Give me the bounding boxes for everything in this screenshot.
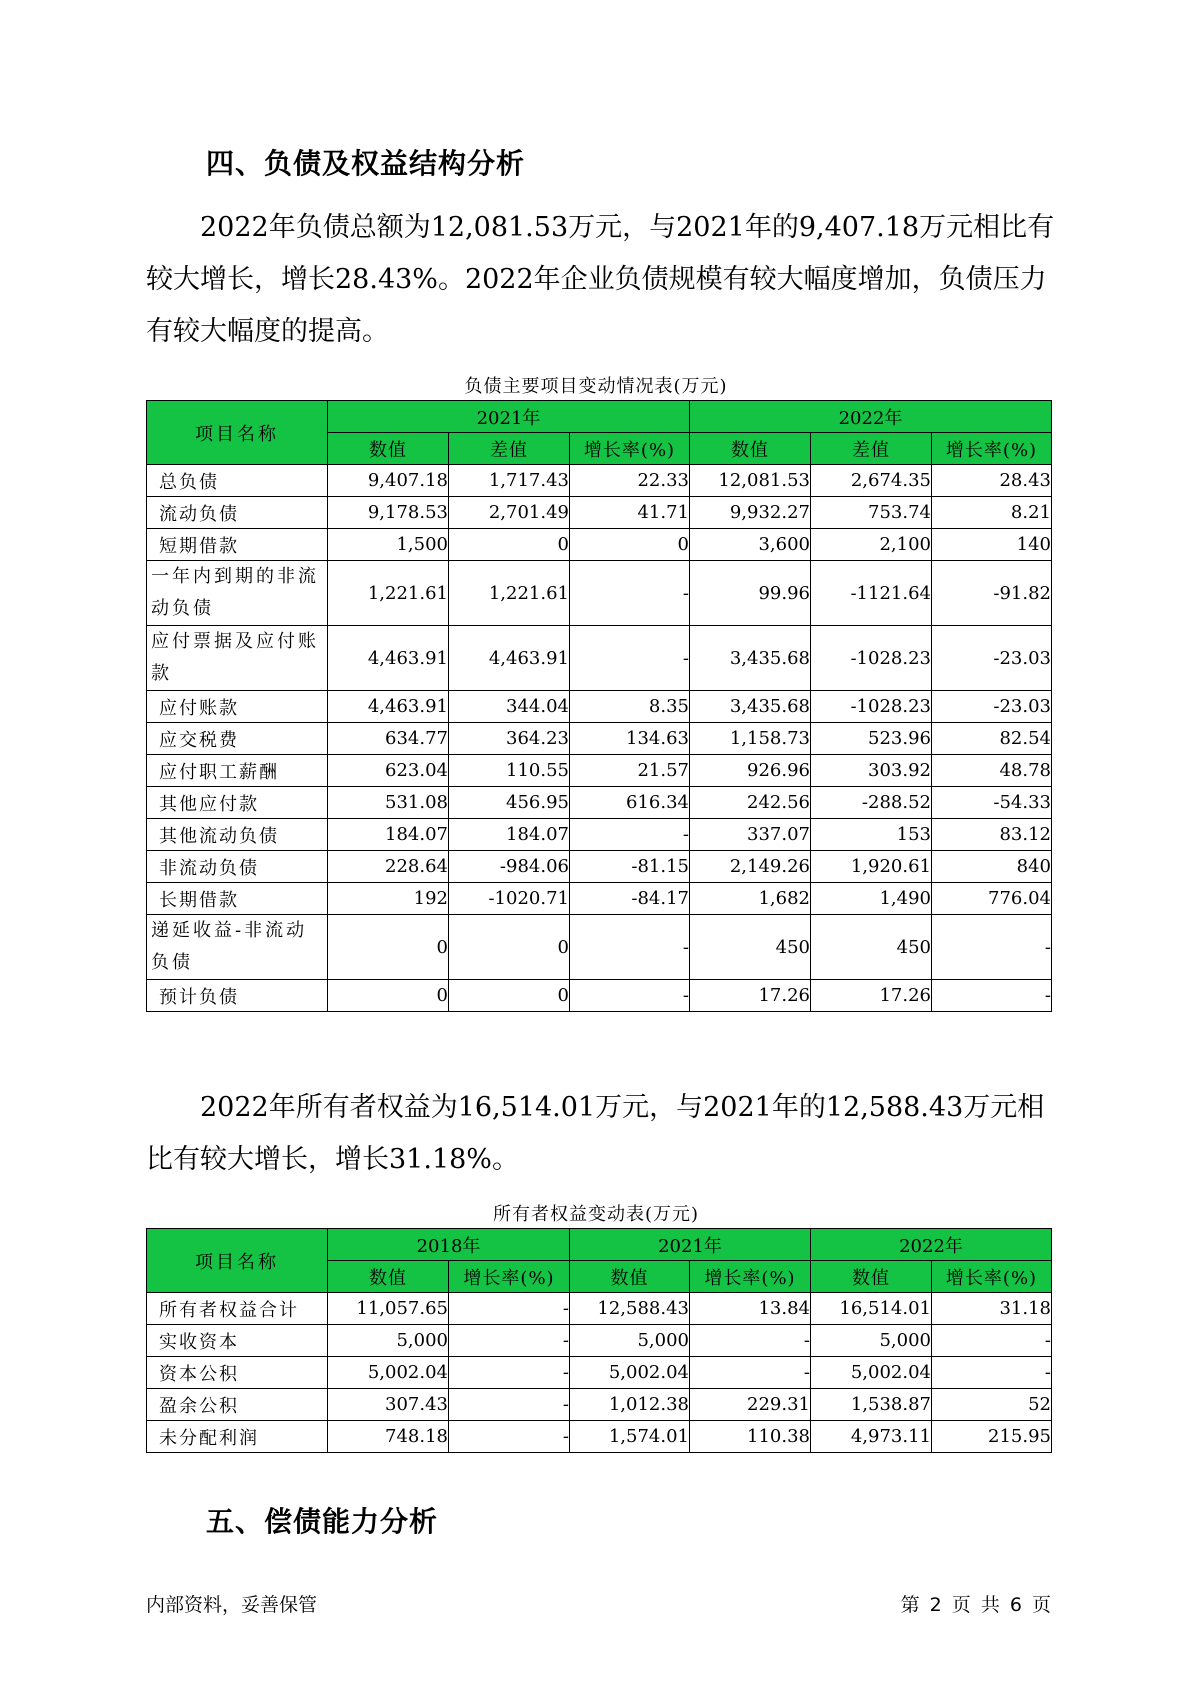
row-label: 应付账款 (147, 691, 328, 723)
equity-summary-text: 2022年所有者权益为16,514.01万元，与2021年的12,588.43万元相比有较大增长，增长31.18%。 (146, 1092, 1045, 1175)
table-row (147, 561, 1052, 626)
cell-v2: 1,574.01 (570, 1421, 690, 1453)
cell-d1: 110.55 (449, 755, 570, 787)
col-value-header: 数值 (328, 433, 449, 465)
table-row (147, 980, 1052, 1012)
cell-v1: 192 (328, 883, 449, 915)
table-row (147, 915, 1052, 980)
cell-v3: 1,538.87 (811, 1389, 932, 1421)
col-rate-header: 增长率(%) (932, 433, 1052, 465)
table-row (147, 497, 1052, 529)
cell-d2: 153 (811, 819, 932, 851)
table-row (147, 1325, 1052, 1357)
cell-v1: 623.04 (328, 755, 449, 787)
cell-r1: - (449, 1389, 570, 1421)
cell-v2: 5,002.04 (570, 1357, 690, 1389)
cell-r2: 13.84 (690, 1293, 811, 1325)
cell-r2: 840 (932, 851, 1052, 883)
col-value-header: 数值 (328, 1261, 449, 1293)
cell-r3: 215.95 (932, 1421, 1052, 1453)
col-rate-header: 增长率(%) (570, 433, 690, 465)
row-label: 流动负债 (147, 497, 328, 529)
equity-year-2021-header: 2021年 (570, 1229, 811, 1261)
cell-r2: - (690, 1357, 811, 1389)
cell-v1: 634.77 (328, 723, 449, 755)
row-label: 其他应付款 (147, 787, 328, 819)
cell-r2: -23.03 (932, 691, 1052, 723)
cell-d2: 1,490 (811, 883, 932, 915)
liability-name-header: 项目名称 (147, 401, 328, 465)
cell-v2: 2,149.26 (690, 851, 811, 883)
cell-d2: 303.92 (811, 755, 932, 787)
cell-r1: -81.15 (570, 851, 690, 883)
row-label: 盈余公积 (147, 1389, 328, 1421)
cell-r1: - (570, 980, 690, 1012)
liability-year-2021-header: 2021年 (328, 401, 690, 433)
cell-d1: 364.23 (449, 723, 570, 755)
cell-d1: 0 (449, 529, 570, 561)
cell-r1: 616.34 (570, 787, 690, 819)
cell-r1: 41.71 (570, 497, 690, 529)
cell-r2: 82.54 (932, 723, 1052, 755)
cell-r2: 48.78 (932, 755, 1052, 787)
cell-r3: 31.18 (932, 1293, 1052, 1325)
row-label: 未分配利润 (147, 1421, 328, 1453)
liability-summary-paragraph (146, 202, 1066, 358)
col-value-header: 数值 (570, 1261, 690, 1293)
cell-v2: 9,932.27 (690, 497, 811, 529)
cell-d2: -288.52 (811, 787, 932, 819)
table-row (147, 755, 1052, 787)
section-4-title: 四、负债及权益结构分析 (206, 147, 526, 180)
cell-v1: 11,057.65 (328, 1293, 449, 1325)
cell-v1: 184.07 (328, 819, 449, 851)
row-label: 其他流动负债 (147, 819, 328, 851)
table-row (147, 465, 1052, 497)
cell-r2: 83.12 (932, 819, 1052, 851)
liability-year-2022-header: 2022年 (690, 401, 1052, 433)
cell-v1: 4,463.91 (328, 626, 449, 691)
equity-table (146, 1228, 1052, 1453)
cell-d1: 1,717.43 (449, 465, 570, 497)
row-label: 预计负债 (147, 980, 328, 1012)
liability-table (146, 400, 1052, 1012)
cell-v2: 3,600 (690, 529, 811, 561)
cell-d2: 1,920.61 (811, 851, 932, 883)
row-label: 非流动负债 (147, 851, 328, 883)
cell-d1: 0 (449, 980, 570, 1012)
cell-d2: 753.74 (811, 497, 932, 529)
cell-r2: 229.31 (690, 1389, 811, 1421)
cell-r2: 8.21 (932, 497, 1052, 529)
col-rate-header: 增长率(%) (449, 1261, 570, 1293)
cell-d1: 456.95 (449, 787, 570, 819)
equity-name-header: 项目名称 (147, 1229, 328, 1293)
table-row (147, 883, 1052, 915)
row-label: 应交税费 (147, 723, 328, 755)
footer-page-number: 第 2 页 共 6 页 (900, 1594, 1051, 1616)
cell-r2: 776.04 (932, 883, 1052, 915)
cell-r1: -84.17 (570, 883, 690, 915)
cell-r1: - (449, 1421, 570, 1453)
cell-d2: 523.96 (811, 723, 932, 755)
cell-v2: 450 (690, 915, 811, 980)
cell-d2: -1121.64 (811, 561, 932, 626)
cell-r1: 8.35 (570, 691, 690, 723)
cell-v1: 1,221.61 (328, 561, 449, 626)
table-row (147, 1421, 1052, 1453)
cell-r1: - (570, 626, 690, 691)
cell-r1: 22.33 (570, 465, 690, 497)
cell-v1: 0 (328, 980, 449, 1012)
equity-summary-paragraph (146, 1082, 1066, 1186)
cell-v1: 1,500 (328, 529, 449, 561)
cell-r1: - (449, 1293, 570, 1325)
cell-v2: 17.26 (690, 980, 811, 1012)
table-row (147, 723, 1052, 755)
cell-v2: 5,000 (570, 1325, 690, 1357)
cell-v2: 1,682 (690, 883, 811, 915)
cell-v2: 99.96 (690, 561, 811, 626)
cell-r2: 28.43 (932, 465, 1052, 497)
col-rate-header: 增长率(%) (932, 1261, 1052, 1293)
cell-v2: 1,012.38 (570, 1389, 690, 1421)
cell-v1: 748.18 (328, 1421, 449, 1453)
table-row (147, 1389, 1052, 1421)
cell-r1: - (570, 915, 690, 980)
cell-v2: 3,435.68 (690, 691, 811, 723)
cell-d1: 4,463.91 (449, 626, 570, 691)
table-row (147, 529, 1052, 561)
cell-v2: 926.96 (690, 755, 811, 787)
cell-r1: 21.57 (570, 755, 690, 787)
table-row (147, 1293, 1052, 1325)
cell-r1: - (570, 819, 690, 851)
row-label: 所有者权益合计 (147, 1293, 328, 1325)
cell-v2: 12,081.53 (690, 465, 811, 497)
footer-confidential-note: 内部资料，妥善保管 (146, 1594, 318, 1616)
table-row (147, 626, 1052, 691)
cell-r2: 140 (932, 529, 1052, 561)
row-label: 总负债 (147, 465, 328, 497)
cell-r2: - (690, 1325, 811, 1357)
cell-d1: 2,701.49 (449, 497, 570, 529)
cell-v3: 5,002.04 (811, 1357, 932, 1389)
cell-v3: 4,973.11 (811, 1421, 932, 1453)
table-row (147, 1357, 1052, 1389)
row-label: 应付职工薪酬 (147, 755, 328, 787)
cell-d2: -1028.23 (811, 626, 932, 691)
col-diff-header: 差值 (449, 433, 570, 465)
equity-year-2018-header: 2018年 (328, 1229, 570, 1261)
cell-d1: -1020.71 (449, 883, 570, 915)
row-label: 递延收益-非流动负债 (147, 915, 328, 980)
table-row (147, 851, 1052, 883)
row-label: 长期借款 (147, 883, 328, 915)
cell-d2: -1028.23 (811, 691, 932, 723)
cell-v3: 16,514.01 (811, 1293, 932, 1325)
row-label: 资本公积 (147, 1357, 328, 1389)
liability-table-caption: 负债主要项目变动情况表(万元) (464, 376, 728, 397)
equity-table-caption: 所有者权益变动表(万元) (492, 1204, 700, 1225)
cell-d1: 184.07 (449, 819, 570, 851)
cell-d2: 2,100 (811, 529, 932, 561)
cell-v1: 307.43 (328, 1389, 449, 1421)
col-value-header: 数值 (690, 433, 811, 465)
row-label: 实收资本 (147, 1325, 328, 1357)
cell-v1: 4,463.91 (328, 691, 449, 723)
cell-v1: 531.08 (328, 787, 449, 819)
cell-d2: 2,674.35 (811, 465, 932, 497)
cell-r3: - (932, 1325, 1052, 1357)
cell-r3: - (932, 1357, 1052, 1389)
cell-v2: 242.56 (690, 787, 811, 819)
cell-r2: -23.03 (932, 626, 1052, 691)
cell-v2: 12,588.43 (570, 1293, 690, 1325)
equity-year-2022-header: 2022年 (811, 1229, 1052, 1261)
section-5-title: 五、偿债能力分析 (206, 1505, 439, 1538)
cell-r2: -91.82 (932, 561, 1052, 626)
cell-v1: 0 (328, 915, 449, 980)
cell-r1: - (449, 1325, 570, 1357)
row-label: 一年内到期的非流动负债 (147, 561, 328, 626)
cell-v2: 1,158.73 (690, 723, 811, 755)
cell-d2: 450 (811, 915, 932, 980)
cell-d1: 1,221.61 (449, 561, 570, 626)
cell-d1: -984.06 (449, 851, 570, 883)
cell-v1: 9,407.18 (328, 465, 449, 497)
cell-r1: - (570, 561, 690, 626)
cell-v1: 5,002.04 (328, 1357, 449, 1389)
cell-v2: 3,435.68 (690, 626, 811, 691)
cell-r2: - (932, 980, 1052, 1012)
cell-r2: - (932, 915, 1052, 980)
cell-r1: - (449, 1357, 570, 1389)
table-row (147, 691, 1052, 723)
cell-d1: 344.04 (449, 691, 570, 723)
cell-v1: 9,178.53 (328, 497, 449, 529)
cell-v1: 5,000 (328, 1325, 449, 1357)
table-row (147, 819, 1052, 851)
cell-r2: -54.33 (932, 787, 1052, 819)
cell-r1: 0 (570, 529, 690, 561)
cell-v1: 228.64 (328, 851, 449, 883)
col-value-header: 数值 (811, 1261, 932, 1293)
col-diff-header: 差值 (811, 433, 932, 465)
table-row (147, 787, 1052, 819)
row-label: 应付票据及应付账款 (147, 626, 328, 691)
cell-d2: 17.26 (811, 980, 932, 1012)
cell-r1: 134.63 (570, 723, 690, 755)
cell-r2: 110.38 (690, 1421, 811, 1453)
liability-summary-text: 2022年负债总额为12,081.53万元，与2021年的9,407.18万元相比有较大增长，增长28.43%。2022年企业负债规模有较大幅度增加，负债压力有较大幅度的提高。 (146, 212, 1055, 347)
col-rate-header: 增长率(%) (690, 1261, 811, 1293)
cell-v3: 5,000 (811, 1325, 932, 1357)
cell-r3: 52 (932, 1389, 1052, 1421)
cell-d1: 0 (449, 915, 570, 980)
row-label: 短期借款 (147, 529, 328, 561)
cell-v2: 337.07 (690, 819, 811, 851)
